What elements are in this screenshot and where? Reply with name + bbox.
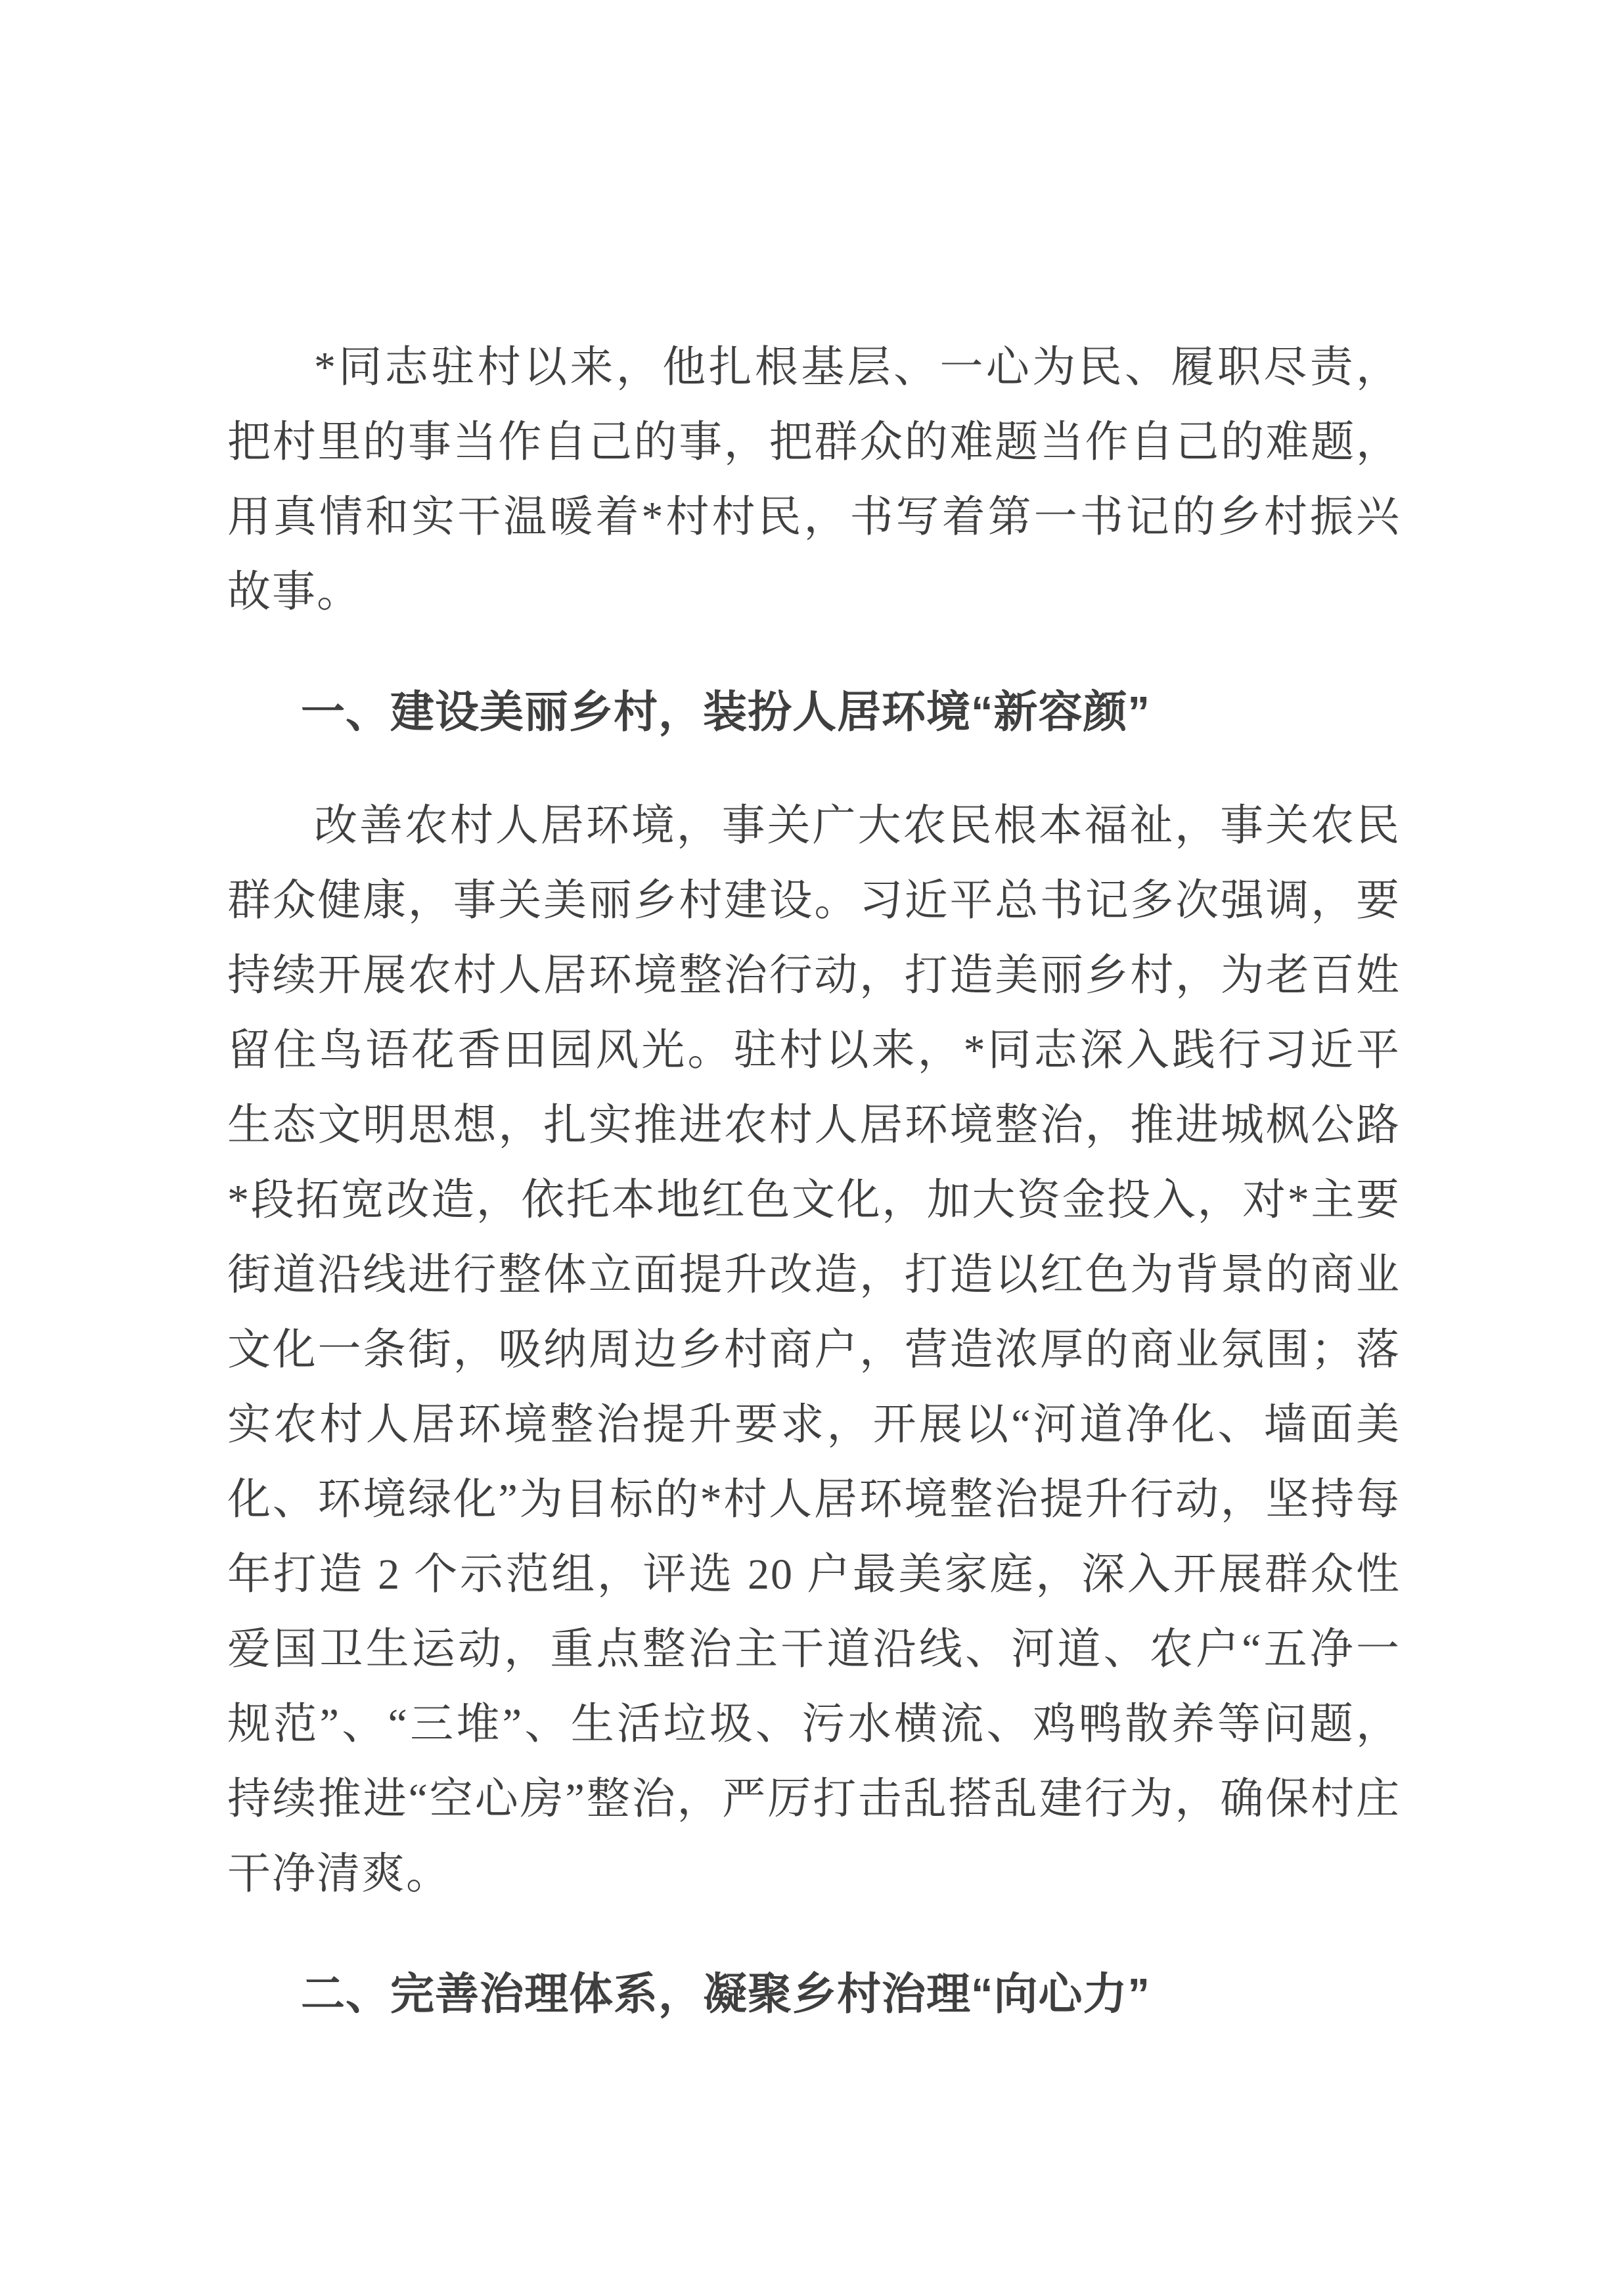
section-heading-2: 二、完善治理体系，凝聚乡村治理“向心力”: [301, 1970, 1150, 2019]
section-1-body: 改善农村人居环境，事关广大农民根本福祉，事关农民群众健康，事关美丽乡村建设。习近平总书记多次强调，要持续开展农村人居环境整治行动，打造美丽乡村，为老百姓留住鸟语花香田园风光。驻村以来，*同志深入践行习近平生态文明思想，扎实推进农村人居环境整治，推进城枫公路*段拓宽改造，依托本地红色文化，加大资金投入，对*主要街道沿线进行整体立面提升改造，打造以红色为背景的商业文化一条街，吸纳周边乡村商户，营造浓厚的商业氛围；落实农村人居环境整治提升要求，开展以“河道净化、墙面美化、环境绿化”为目标的*村人居环境整治提升行动，坚持每年打造 2 个示范组，评选 20 户最美家庭，深入开展群众性爱国卫生运动，重点整治主干道沿线、河道、农户“五净一规范”、“三堆”、生活垃圾、污水横流、鸡鸭散养等问题，持续推进“空心房”整治，严厉打击乱搭乱建行为，确保村庄干净清爽。: [227, 802, 1401, 1898]
section-heading-1: 一、建设美丽乡村，装扮人居环境“新容颜”: [301, 688, 1150, 737]
document-content: [227, 330, 1401, 2071]
intro-paragraph: *同志驻村以来，他扎根基层、一心为民、履职尽责，把村里的事当作自己的事，把群众的难题当作自己的难题，用真情和实干温暖着*村村民，书写着第一书记的乡村振兴故事。: [227, 343, 1401, 616]
